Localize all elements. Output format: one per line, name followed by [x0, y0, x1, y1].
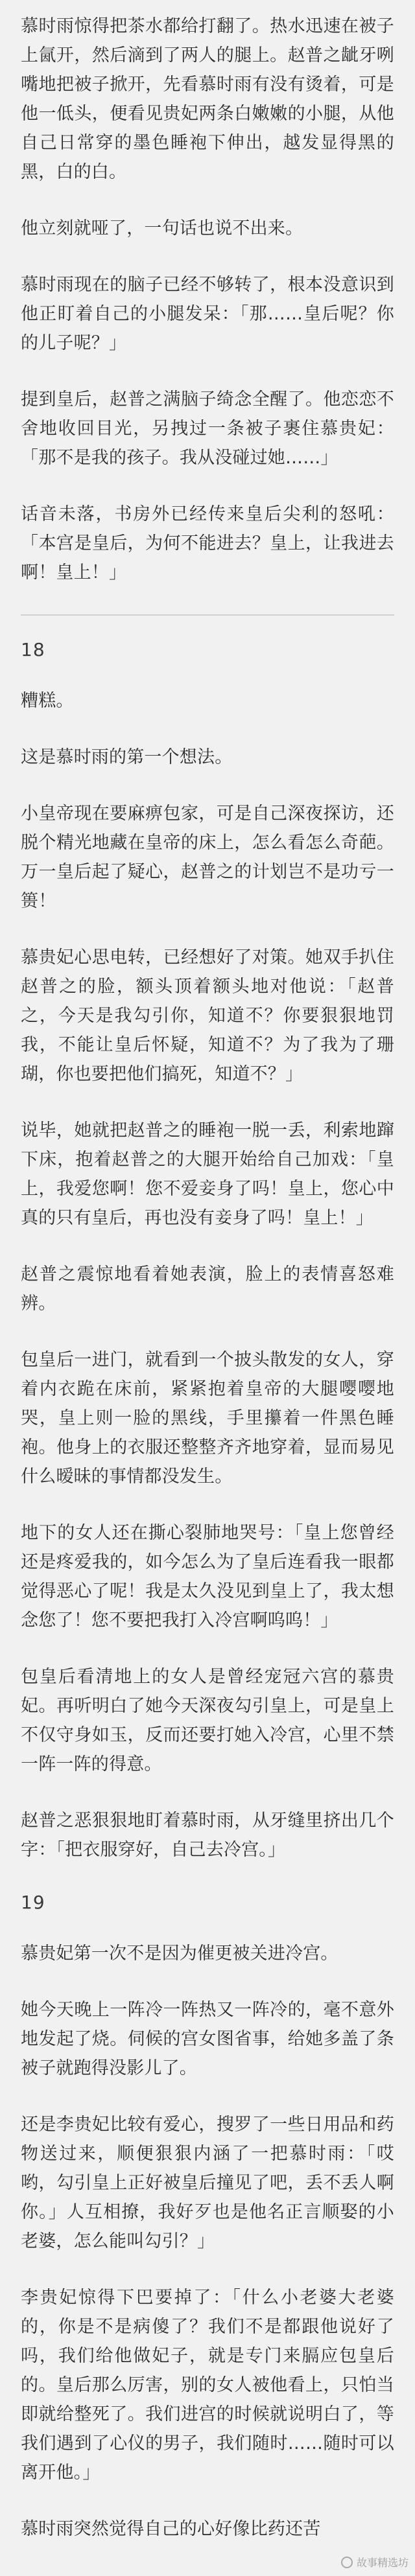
watermark-logo-icon	[341, 2557, 353, 2568]
paragraph: 赵普之震惊地看着她表演，脸上的表情喜怒难辨。	[21, 1264, 394, 1314]
paragraph: 这是慕时雨的第一个想法。	[21, 747, 233, 767]
paragraph: 他立刻就哑了，一句话也说不出来。	[21, 218, 303, 238]
paragraph: 地下的女人还在撕心裂肺地哭号：「皇上您曾经还是疼爱我的，如今怎么为了皇后连看我一眼都觉得恶心了呢！我是太久没见到皇上了，我太想念您了！您不要把我打入冷宫啊呜呜！」	[21, 1523, 394, 1630]
paragraph: 还是李贵妃比较有爱心，搜罗了一些日用品和药物送过来，顺便狠狠内涵了一把慕时雨：「哎哟，勾引皇上正好被皇后撞见了吧，丢不丢人啊你。」人互相撩，我好歹也是他名正言顺娶的小老婆，怎么能叫勾引？」	[21, 2115, 394, 2251]
chapter-number-text: 18	[21, 639, 45, 660]
paragraph: 她今天晚上一阵冷一阵热又一阵冷的，毫不意外地发起了烧。伺候的宫女图省事，给她多盖了条被子就跑得没影儿了。	[21, 2000, 394, 2078]
paragraph: 话音未落，书房外已经传来皇后尖利的怒吼：「本宫是皇后，为何不能进去？皇上，让我进去啊！皇上！」	[21, 504, 394, 583]
paragraph: 包皇后一进门，就看到一个披头散发的女人，穿着内衣跪在床前，紧紧抱着皇帝的大腿嘤嘤地哭，皇上则一脸的黑线，手里攥着一件黑色睡袍。他身上的衣服还整整齐齐地穿着，显而易见什么暧昧的事情都没发生。	[21, 1350, 394, 1487]
chapter-number-text: 19	[21, 1892, 45, 1913]
paragraph: 慕贵妃心思电转，已经想好了对策。她双手扒住赵普之的脸，额头顶着额头地对他说：「赵普之，今天是我勾引你，知道不？你要狠狠地罚我，不能让皇后怀疑，知道不？为了我为了珊瑚，你也要把他们搞死，知道不？」	[21, 947, 394, 1084]
section-divider	[21, 614, 394, 616]
paragraph: 李贵妃惊得下巴要掉了：「什么小老婆大老婆的，你是不是病傻了？我们不是都跟他说好了吗，我们给他做妃子，就是专门来膈应包皇后的。皇后那么厉害，别的女人被他看上，只怕当即就给整死了。我们进宫的时候就说明白了，等我们遇到了心仪的男子，我们随时……随时可以离开他。」	[21, 2288, 394, 2483]
paragraph: 慕时雨惊得把茶水都给打翻了。热水迅速在被子上氤开，然后滴到了两人的腿上。赵普之龇牙咧嘴地把被子掀开，先看慕时雨有没有烫着，可是他一低头，便看见贵妃两条白嫩嫩的小腿，从他自己日常穿的墨色睡袍下伸出，越发显得黑的黑，白的白。	[21, 16, 394, 182]
watermark	[341, 2555, 409, 2570]
paragraph: 提到皇后，赵普之满脑子绮念全醒了。他恋恋不舍地收回目光，另拽过一条被子裹住慕贵妃：「那不是我的孩子。我从没碰过她……」	[21, 389, 394, 468]
paragraph: 糟糕。	[21, 691, 74, 711]
paragraph: 说毕，她就把赵普之的睡袍一脱一丢，利索地蹿下床，抱着赵普之的大腿开始给自己加戏：「皇上，我爱您啊！您不爱妾身了吗！皇上，您心中真的只有皇后，再也没有妾身了吗！皇上！」	[21, 1120, 394, 1228]
paragraph: 包皇后看清地上的女人是曾经宠冠六宫的慕贵妃。再听明白了她今天深夜勾引皇上，可是皇上不仅守身如玉，反而还要打她入冷宫，心里不禁一阵一阵的得意。	[21, 1667, 394, 1774]
watermark-text: 故事精选坊	[356, 2557, 409, 2569]
paragraph: 慕时雨突然觉得自己的心好像比药还苦	[21, 2519, 321, 2539]
paragraph: 小皇帝现在要麻痹包家，可是自己深夜探访，还脱个精光地藏在皇帝的床上，怎么看怎么奇葩。万一皇后起了疑心，赵普之的计划岂不是功亏一篑！	[21, 804, 394, 911]
paragraph: 慕贵妃第一次不是因为催更被关进冷宫。	[21, 1944, 338, 1964]
paragraph: 赵普之恶狠狠地盯着慕时雨，从牙缝里挤出几个字：「把衣服穿好，自己去冷宫。」	[21, 1811, 394, 1860]
paragraph: 慕时雨现在的脑子已经不够转了，根本没意识到他正盯着自己的小腿发呆：「那……皇后呢？你的儿子呢？」	[21, 275, 394, 353]
chapter-number	[21, 639, 394, 660]
chapter-number	[21, 1892, 394, 1913]
